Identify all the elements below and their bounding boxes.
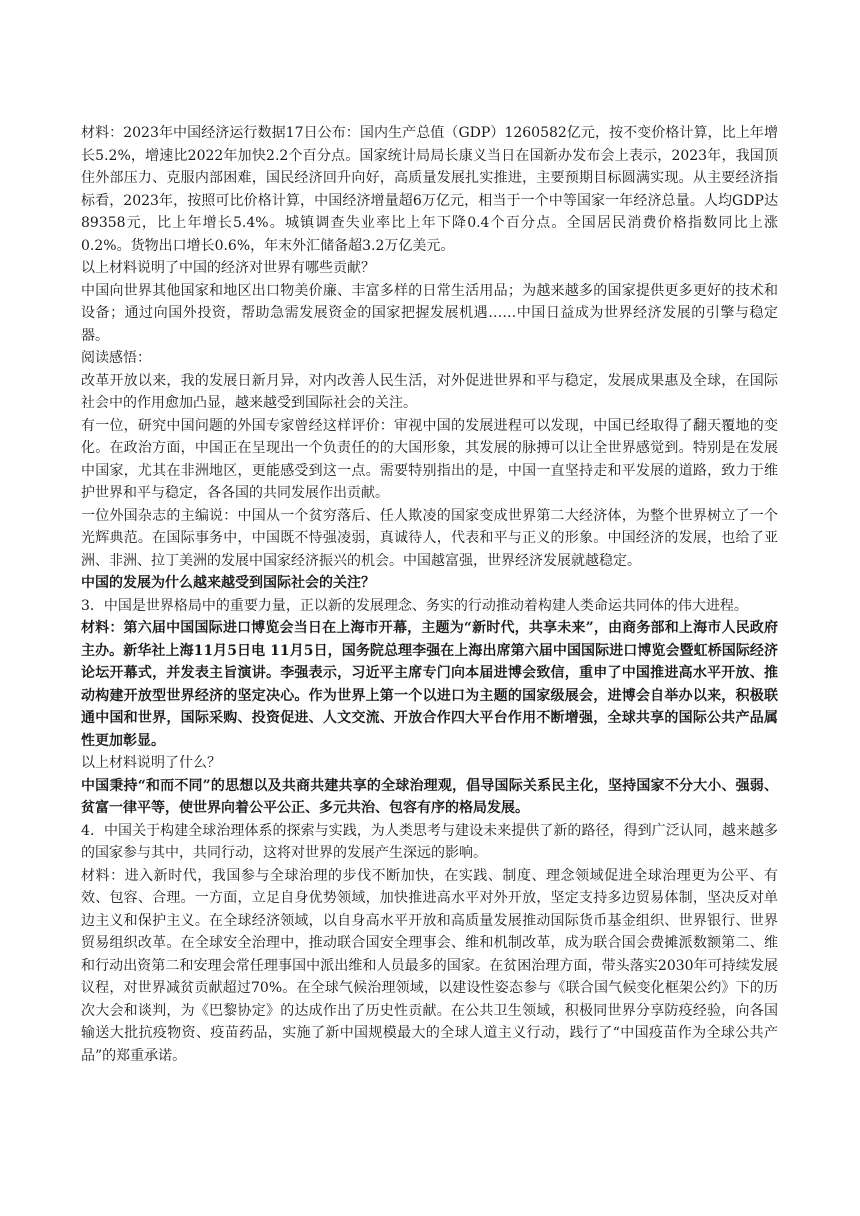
answer-global-governance-view: 中国秉持“和而不同”的思想以及共商共建共享的全球治理观，倡导国际关系民主化，坚持国家不分大小、强弱、贫富一律平等，使世界向着公平公正、多元共治、包容有序的格局发展。 <box>81 777 778 816</box>
reading-reflection-heading: 阅读感悟： <box>81 350 151 366</box>
material-gdp-paragraph: 材料：2023年中国经济运行数据17日公布：国内生产总值（GDP）1260582亿元，按不变价格计算，比上年增长5.2%，增速比2022年加快2.2个百分点。国家统计局局长康义当日在国新办发布会上表示，2023年，我国顶住外部压力、克服内部困难，国民经济回升向好，高质量发展扎实推进，主要预期目标圆满实现。从主要经济指标看，2023年，按照可比价格计算，中国经济增量超6万亿元，相当于一个中等国家一年经济总量。人均GDP达89358元，比上年增长5.4%。城镇调查失业率比上年下降0.4个百分点。全国居民消费价格指数同比上涨0.2%。货物出口增长0.6%，年末外汇储备超3.2万亿美元。 <box>81 125 778 254</box>
reflection-paragraph-3: 一位外国杂志的主编说：中国从一个贫穷落后、任人欺凌的国家变成世界第二大经济体，为整个世界树立了一个光辉典范。在国际事务中，中国既不恃强凌弱，真诚待人，代表和平与正义的形象。中国经济的发展，也给了亚洲、非洲、拉丁美洲的发展中国家经济振兴的机会。中国越富强，世界经济发展就越稳定。 <box>81 507 778 569</box>
question-international-attention: 中国的发展为什么越来越受到国际社会的关注？ <box>81 575 375 591</box>
reflection-paragraph-1: 改革开放以来，我的发展日新月异，对内改善人民生活，对外促进世界和平与稳定，发展成果惠及全球，在国际社会中的作用愈加凸显，越来越受到国际社会的关注。 <box>81 372 778 411</box>
material-global-governance: 材料：进入新时代，我国参与全球治理的步伐不断加快，在实践、制度、理念领域促进全球治理更为公平、有效、包容、合理。一方面，立足自身优势领域，加快推进高水平对外开放，坚定支持多边贸易体制，坚决反对单边主义和保护主义。在全球经济领域，以自身高水平开放和高质量发展推动国际货币基金组织、世界银行、世界贸易组织改革。在全球安全治理中，推动联合国安全理事会、维和机制改革，成为联合国会费摊派数额第二、维和行动出资第二和安理会常任理事国中派出维和人员最多的国家。在贫困治理方面，带头落实2030年可持续发展议程，对世界减贫贡献超过70%。在全球气候治理领域，以建设性姿态参与《联合国气候变化框架公约》下的历次大会和谈判，为《巴黎协定》的达成作出了历史性贡献。在公共卫生领域，积极同世界分享防疫经验，向各国输送大批抗疫物资、疫苗药品，实施了新中国规模最大的全球人道主义行动，践行了“中国疫苗作为全球公共产品”的郑重承诺。 <box>81 867 778 1064</box>
answer-economy-contribution: 中国向世界其他国家和地区出口物美价廉、丰富多样的日常生活用品；为越来越多的国家提供更多更好的技术和设备；通过向国外投资，帮助急需发展资金的国家把握发展机遇……中国日益成为世界经济发展的引擎与稳定器。 <box>81 282 778 344</box>
question-material-meaning: 以上材料说明了什么？ <box>81 755 221 771</box>
material-import-expo: 材料：第六届中国国际进口博览会当日在上海市开幕，主题为“新时代，共享未来”，由商务部和上海市人民政府主办。新华社上海11月5日电 11月5日，国务院总理李强在上海出席第六届中国国际进口博览会暨虹桥国际经济论坛开幕式，并发表主旨演讲。李强表示，习近平主席专门向本届进博会致信，重申了中国推进高水平开放、推动构建开放型世界经济的坚定决心。作为世界上第一个以进口为主题的国家级展会，进博会自举办以来，积极联通中国和世界，国际采购、投资促进、人文交流、开放合作四大平台作用不断增强，全球共享的国际公共产品属性更加彰显。 <box>81 620 778 749</box>
section-4-heading: 4．中国关于构建全球治理体系的探索与实践，为人类思考与建设未来提供了新的路径，得到广泛认同，越来越多的国家参与其中，共同行动，这将对世界的发展产生深远的影响。 <box>81 822 778 861</box>
question-economy-contribution: 以上材料说明了中国的经济对世界有哪些贡献？ <box>81 260 375 276</box>
reflection-paragraph-2: 有一位，研究中国问题的外国专家曾经这样评价：审视中国的发展进程可以发现，中国已经取得了翻天覆地的变化。在政治方面，中国正在呈现出一个负责任的的大国形象，其发展的脉搏可以让全世界感觉到。特别是在发展中国家，尤其在非洲地区，更能感受到这一点。需要特别指出的是，中国一直坚持走和平发展的道路，致力于维护世界和平与稳定，各各国的共同发展作出贡献。 <box>81 417 778 501</box>
section-3-heading: 3．中国是世界格局中的重要力量，正以新的发展理念、务实的行动推动着构建人类命运共同体的伟大进程。 <box>81 597 748 614</box>
